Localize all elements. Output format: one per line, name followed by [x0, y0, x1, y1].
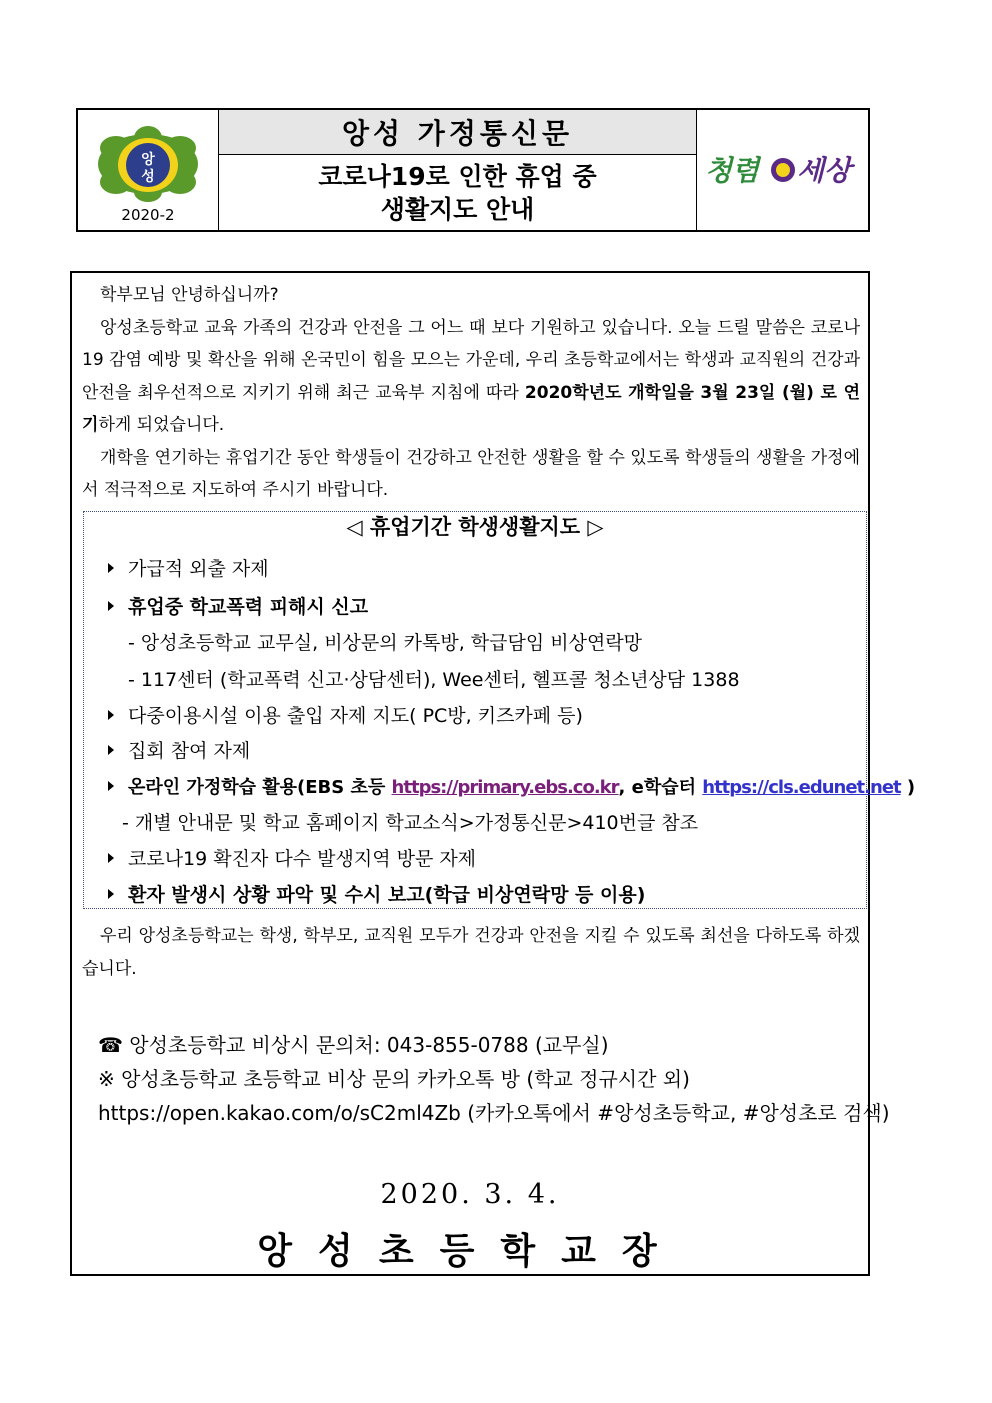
- guide-item-4: 집회 참여 자제: [108, 738, 250, 764]
- bullet-icon: [108, 710, 114, 720]
- letter-body: [70, 271, 916, 1276]
- reopening-notice: 2020학년도 개학일을 3월 23일 (월) 로 연기: [82, 382, 861, 435]
- bullet-icon: [108, 781, 114, 791]
- school-emblem-icon: [96, 126, 200, 202]
- guide-item-6: 코로나19 확진자 다수 발생지역 방문 자제: [108, 846, 476, 872]
- subtitle-line-2: 생활지도 안내: [380, 194, 535, 224]
- svg-text:청렴: 청렴: [704, 154, 759, 187]
- edunet-link[interactable]: https://cls.edunet.net: [702, 777, 901, 798]
- guidance-paragraph: 개학을 연기하는 휴업기간 동안 학생들이 건강하고 안전한 생활을 할 수 있도록 학생들의 생활을 가정에서 적극적으로 지도하여 주시기 바랍니다.: [82, 447, 860, 500]
- guide-item-2-sub-1: - 앙성초등학교 교무실, 비상문의 카톡방, 학급담임 비상연락망: [128, 632, 643, 654]
- newsletter-header: [76, 108, 870, 232]
- bullet-icon: [108, 745, 114, 755]
- right-triangle-icon: ▷: [587, 515, 604, 539]
- title-cell: [219, 110, 697, 230]
- svg-text:세상: 세상: [796, 154, 851, 187]
- guide-item-3: 다중이용시설 이용 출입 자제 지도( PC방, 키즈카페 등): [108, 703, 583, 729]
- bullet-icon: [108, 563, 114, 573]
- left-triangle-icon: ◁: [346, 515, 363, 539]
- subtitle-line-1: 코로나19로 인한 휴업 중: [318, 161, 597, 191]
- emblem-text: 앙: [141, 152, 155, 168]
- kakao-url[interactable]: https://open.kakao.com/o/sC2ml4Zb (카카오톡에서 #앙성초등학교, #앙성초로 검색): [98, 1101, 890, 1125]
- issue-number: 2020-2: [121, 206, 175, 224]
- guidance-title: ◁ 휴업기간 학생생활지도 ▷: [346, 515, 604, 539]
- guide-item-7: 환자 발생시 상황 파악 및 수시 보고(학급 비상연락망 등 이용): [108, 882, 645, 908]
- guide-item-5: 온라인 가정학습 활용(EBS 초등 https://primary.ebs.co.kr, e학습터 https://cls.edunet.net ): [108, 775, 915, 801]
- guide-item-5-sub: - 개별 안내문 및 학교 홈페이지 학교소식>가정통신문>410번글 참조: [122, 812, 699, 834]
- closing-paragraph: 우리 앙성초등학교는 학생, 학부모, 교직원 모두가 건강과 안전을 지킬 수 있도록 최선을 다하도록 하겠습니다.: [82, 926, 860, 979]
- ebs-link[interactable]: https://primary.ebs.co.kr: [391, 777, 619, 798]
- guidance-box: [83, 511, 916, 909]
- slogan-cell: [697, 110, 868, 230]
- guide-item-2-sub-2: - 117센터 (학교폭력 신고·상담센터), Wee센터, 헬프콜 청소년상담 1388: [128, 669, 740, 691]
- greeting-paragraph: [82, 279, 860, 507]
- intro-paragraph: 앙성초등학교 교육 가족의 건강과 안전을 그 어느 때 보다 기원하고 있습니다. 오늘 드릴 말씀은 코로나19 감염 예방 및 확산을 위해 온국민이 힘을 모으는 가운데, 우리 초등학교에서는 학생과 교직원의 건강과 안전을 최우선적으로 지키기 위해 최근 교육부 지침에 따라 2020학년도 개학일을 3월 23일 (월) 로 연기하게 되었습니다.: [82, 317, 861, 435]
- school-emblem-cell: [78, 110, 219, 230]
- issue-date: 2020. 3. 4.: [380, 1179, 560, 1210]
- guide-item-1: 가급적 외출 자제: [108, 556, 269, 582]
- newsletter-subtitle: [219, 155, 696, 230]
- slogan-logo-icon: [703, 140, 863, 200]
- kakao-contact: ※ 앙성초등학교 초등학교 비상 문의 카카오톡 방 (학교 정규시간 외): [98, 1067, 690, 1091]
- guide-item-2: 휴업중 학교폭력 피해시 신고: [108, 594, 368, 620]
- newsletter-title: 앙성 가정통신문: [219, 110, 696, 155]
- bullet-icon: [108, 853, 114, 863]
- bullet-icon: [108, 601, 114, 611]
- principal-signature: 앙성초등학교장: [257, 1230, 683, 1272]
- bullet-icon: [108, 889, 114, 899]
- svg-text:성: 성: [141, 169, 155, 185]
- greeting: 학부모님 안녕하십니까?: [100, 285, 279, 305]
- phone-icon: ☎: [98, 1033, 123, 1057]
- phone-contact: ☎ 앙성초등학교 비상시 문의처: 043-855-0788 (교무실): [98, 1033, 609, 1057]
